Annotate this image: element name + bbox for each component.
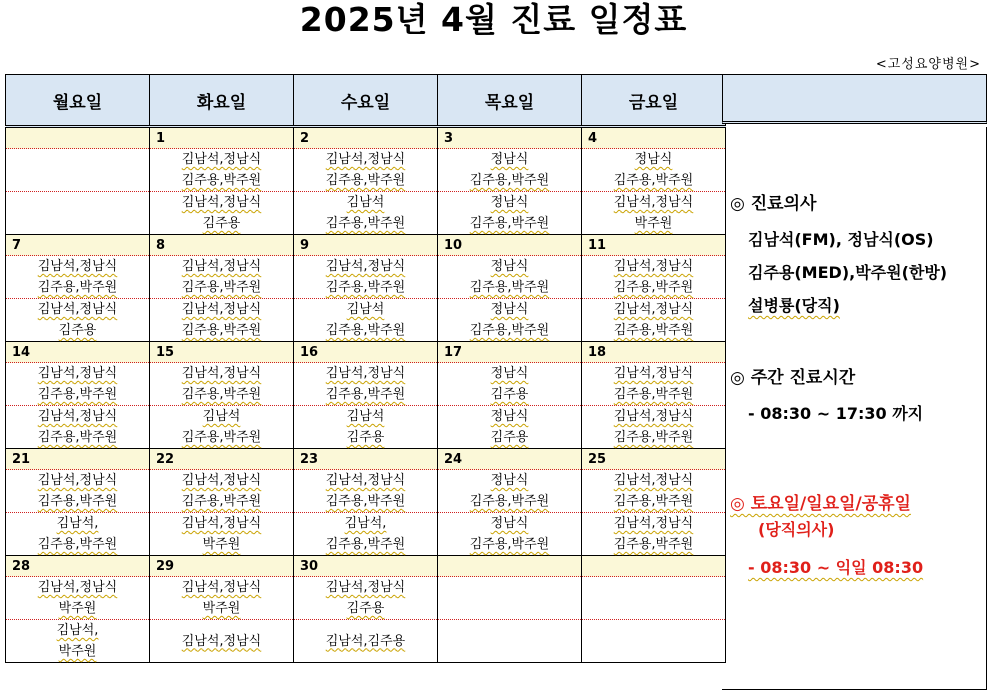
shift-cell bbox=[582, 577, 726, 620]
doctor-line: 김주용,박주원 bbox=[181, 430, 262, 445]
shift-cell bbox=[582, 192, 726, 235]
doctor-line: 김남석 bbox=[346, 409, 385, 424]
doctor-line: 김주용,박주원 bbox=[325, 494, 406, 509]
doctor-line: 김주용,박주원 bbox=[37, 430, 118, 445]
shift-cell bbox=[150, 513, 294, 556]
doctor-line: 김남석,정남식 bbox=[613, 366, 694, 381]
doctor-line: 정남식 bbox=[490, 516, 529, 531]
shift-cell bbox=[6, 470, 150, 513]
doctor-line: 김남석,정남식 bbox=[181, 195, 262, 210]
shift-cell bbox=[150, 577, 294, 620]
side-header bbox=[722, 74, 987, 124]
doctor-line: 김주용,박주원 bbox=[613, 387, 694, 402]
date-cell: 16 bbox=[294, 342, 438, 363]
doctor-names bbox=[582, 149, 725, 191]
doctor-line: 김주용,박주원 bbox=[613, 173, 694, 188]
date-cell: 4 bbox=[582, 127, 726, 149]
doctor-line: 김주용,박주원 bbox=[181, 280, 262, 295]
doctor-line: 정남식 bbox=[490, 366, 529, 381]
calendar-table bbox=[5, 74, 726, 663]
date-cell: 3 bbox=[438, 127, 582, 149]
doctor-line: 박주원 bbox=[58, 601, 97, 616]
doctor-line: 김남석,정남식 bbox=[325, 580, 406, 595]
doctor-names bbox=[582, 513, 725, 555]
doctor-line: 김남석,김주용 bbox=[325, 633, 406, 649]
doctor-line: 김주용 bbox=[346, 601, 385, 616]
doctor-line: 박주원 bbox=[202, 601, 241, 616]
doctor-names bbox=[150, 513, 293, 555]
doctor-line: 김주용,박주원 bbox=[613, 494, 694, 509]
doctor-line: 김남석,정남식 bbox=[181, 580, 262, 595]
doctor-line: 김주용,박주원 bbox=[37, 494, 118, 509]
doctor-line: 김주용,박주원 bbox=[613, 430, 694, 445]
date-cell: 22 bbox=[150, 449, 294, 470]
schedule-sheet bbox=[5, 74, 987, 690]
shift-cell bbox=[438, 192, 582, 235]
doctor-line: 김남석,정남식 bbox=[37, 302, 118, 317]
doctor-line: 김남석,정남식 bbox=[613, 195, 694, 210]
shift-row bbox=[6, 149, 726, 192]
shift-cell bbox=[582, 256, 726, 299]
shift-cell bbox=[150, 299, 294, 342]
doctor-line: 김남석, bbox=[56, 516, 99, 531]
shift-row bbox=[6, 577, 726, 620]
doctor-names bbox=[294, 577, 437, 619]
info-panel bbox=[722, 127, 987, 690]
doctor-names bbox=[150, 256, 293, 298]
shift-cell bbox=[6, 513, 150, 556]
doctor-line: 김남석,정남식 bbox=[37, 366, 118, 381]
doctor-names bbox=[438, 256, 581, 298]
doctor-names bbox=[294, 631, 437, 652]
doctor-line: 김주용,박주원 bbox=[325, 216, 406, 231]
doctor-line: 김주용 bbox=[202, 216, 241, 231]
doctor-names bbox=[294, 192, 437, 234]
doctor-names bbox=[6, 620, 149, 662]
date-cell: 23 bbox=[294, 449, 438, 470]
doctor-line: 김주용,박주원 bbox=[613, 323, 694, 338]
shift-cell bbox=[150, 406, 294, 449]
date-cell: 14 bbox=[6, 342, 150, 363]
weekday-header: 목요일 bbox=[438, 75, 582, 127]
shift-row bbox=[6, 363, 726, 406]
shift-cell bbox=[6, 192, 150, 235]
doctor-line: 김남석 bbox=[346, 195, 385, 210]
doctor-line: 정남식 bbox=[490, 152, 529, 167]
date-row bbox=[6, 556, 726, 577]
date-cell bbox=[438, 556, 582, 577]
shift-cell bbox=[438, 470, 582, 513]
shift-cell bbox=[438, 620, 582, 663]
doctor-line: 설병룡(당직) bbox=[748, 296, 840, 315]
date-row bbox=[6, 342, 726, 363]
doctor-names bbox=[150, 577, 293, 619]
doctor-line: 김주용,박주원 bbox=[37, 280, 118, 295]
doctor-names bbox=[438, 192, 581, 234]
weekday-header: 수요일 bbox=[294, 75, 438, 127]
date-cell: 21 bbox=[6, 449, 150, 470]
date-cell: 8 bbox=[150, 235, 294, 256]
doctor-line: 정남식 bbox=[490, 473, 529, 488]
doctor-line: 김주용,박주원 bbox=[469, 173, 550, 188]
doctor-line: 김남석,정남식 bbox=[181, 473, 262, 488]
shift-cell bbox=[582, 620, 726, 663]
doctor-line: 김주용,박주원 bbox=[325, 323, 406, 338]
doctor-line: 김남석,정남식 bbox=[181, 516, 262, 531]
shift-row bbox=[6, 406, 726, 449]
doctor-line: 김남석,정남식 bbox=[325, 259, 406, 274]
date-cell: 28 bbox=[6, 556, 150, 577]
date-cell: 7 bbox=[6, 235, 150, 256]
shift-row bbox=[6, 192, 726, 235]
doctor-line: 김남석, bbox=[56, 623, 99, 638]
doctor-line: 김주용,박주원 bbox=[181, 494, 262, 509]
shift-cell bbox=[6, 577, 150, 620]
doctor-line: 김주용 bbox=[58, 323, 97, 338]
doctor-line: 김주용,박주원 bbox=[37, 387, 118, 402]
shift-cell bbox=[294, 149, 438, 192]
doctor-line: 김주용,박주원 bbox=[181, 387, 262, 402]
shift-cell bbox=[294, 406, 438, 449]
shift-cell bbox=[150, 470, 294, 513]
hours-text: - 08:30 ~ 17:30 까지 bbox=[748, 404, 924, 423]
doctor-line: 박주원 bbox=[202, 537, 241, 552]
doctor-line: 김남석,정남식 bbox=[325, 366, 406, 381]
shift-row bbox=[6, 513, 726, 556]
holiday-subtitle: (당직의사) bbox=[758, 520, 835, 539]
shift-cell bbox=[294, 620, 438, 663]
doctor-line: 정남식 bbox=[490, 409, 529, 424]
shift-cell bbox=[6, 363, 150, 406]
date-row bbox=[6, 235, 726, 256]
doctor-names bbox=[438, 406, 581, 448]
doctor-line: 김주용,박주원 bbox=[469, 216, 550, 231]
doctor-names bbox=[150, 363, 293, 405]
doctor-names bbox=[150, 406, 293, 448]
hours-title: ◎ 주간 진료시간 bbox=[730, 368, 856, 388]
doctor-line: 정남식 bbox=[490, 259, 529, 274]
doctor-line: 김주용,박주원 bbox=[469, 323, 550, 338]
doctor-names bbox=[438, 299, 581, 341]
doctor-line: 김주용,박주원 bbox=[181, 173, 262, 188]
doctor-names bbox=[6, 299, 149, 341]
date-cell: 9 bbox=[294, 235, 438, 256]
doctor-line: 김주용,박주원 bbox=[325, 537, 406, 552]
doctor-names bbox=[294, 149, 437, 191]
doctor-line: 김남석,정남식 bbox=[613, 302, 694, 317]
doctor-names bbox=[294, 299, 437, 341]
doctor-names bbox=[294, 256, 437, 298]
shift-cell bbox=[582, 363, 726, 406]
doctor-names bbox=[438, 470, 581, 512]
doctor-line: 김남석,정남식 bbox=[613, 473, 694, 488]
shift-cell bbox=[294, 470, 438, 513]
doctor-names bbox=[438, 363, 581, 405]
date-cell: 1 bbox=[150, 127, 294, 149]
date-cell bbox=[6, 127, 150, 149]
doctor-line: 김남석,정남식 bbox=[613, 259, 694, 274]
doctor-line: 김남석 bbox=[202, 409, 241, 424]
doctor-names bbox=[582, 256, 725, 298]
doctor-line: 김주용,박주원 bbox=[469, 494, 550, 509]
weekday-header: 금요일 bbox=[582, 75, 726, 127]
shift-cell bbox=[582, 513, 726, 556]
doctor-line: 김주용,박주원 bbox=[469, 537, 550, 552]
shift-cell bbox=[150, 256, 294, 299]
weekday-header-row bbox=[6, 75, 726, 127]
doctor-line: 김주용,박주원 bbox=[325, 173, 406, 188]
doctor-line: 박주원 bbox=[58, 644, 97, 659]
shift-cell bbox=[582, 470, 726, 513]
shift-cell bbox=[438, 406, 582, 449]
shift-cell bbox=[6, 299, 150, 342]
shift-cell bbox=[438, 577, 582, 620]
doctor-line: 정남식 bbox=[490, 302, 529, 317]
doctor-line: 김주용,박주원 bbox=[613, 537, 694, 552]
doctor-line: 김주용,박주원 bbox=[325, 387, 406, 402]
shift-cell bbox=[294, 513, 438, 556]
doctor-names bbox=[150, 299, 293, 341]
shift-cell bbox=[582, 149, 726, 192]
date-cell: 11 bbox=[582, 235, 726, 256]
shift-cell bbox=[438, 149, 582, 192]
doctors-title: ◎ 진료의사 bbox=[730, 194, 817, 214]
date-cell: 2 bbox=[294, 127, 438, 149]
doctor-names bbox=[6, 363, 149, 405]
doctor-names bbox=[150, 149, 293, 191]
doctor-line: 김주용 bbox=[490, 430, 529, 445]
shift-cell bbox=[150, 363, 294, 406]
page-title: 2025년 4월 진료 일정표 bbox=[299, 0, 688, 39]
shift-row bbox=[6, 299, 726, 342]
doctor-line: 김남석,정남식 bbox=[181, 152, 262, 167]
date-cell: 17 bbox=[438, 342, 582, 363]
date-cell: 18 bbox=[582, 342, 726, 363]
doctor-line: 김남석,정남식 bbox=[37, 580, 118, 595]
doctor-names bbox=[582, 192, 725, 234]
doctor-line: 김남석 bbox=[346, 302, 385, 317]
shift-cell bbox=[6, 406, 150, 449]
shift-cell bbox=[6, 620, 150, 663]
doctor-names bbox=[582, 406, 725, 448]
shift-cell bbox=[438, 256, 582, 299]
hospital-name: <고성요양병원> bbox=[875, 57, 981, 72]
weekday-header: 화요일 bbox=[150, 75, 294, 127]
shift-cell bbox=[438, 513, 582, 556]
date-cell: 25 bbox=[582, 449, 726, 470]
doctor-names bbox=[582, 299, 725, 341]
doctor-line: 김남석(FM), 정남식(OS) bbox=[748, 230, 934, 249]
doctor-line: 김주용,박주원 bbox=[181, 323, 262, 338]
shift-cell bbox=[438, 363, 582, 406]
shift-row bbox=[6, 620, 726, 663]
doctor-line: 김남석,정남식 bbox=[37, 473, 118, 488]
doctor-line: 김주용,박주원 bbox=[469, 280, 550, 295]
doctor-names bbox=[294, 470, 437, 512]
holiday-title: ◎ 토요일/일요일/공휴일 bbox=[730, 494, 911, 514]
shift-row bbox=[6, 256, 726, 299]
shift-cell bbox=[150, 620, 294, 663]
doctor-names bbox=[150, 631, 293, 652]
doctor-line: 김남석,정남식 bbox=[37, 409, 118, 424]
doctor-line: 김남석,정남식 bbox=[325, 152, 406, 167]
doctor-line: 김주용,박주원 bbox=[325, 280, 406, 295]
doctor-line: 김남석,정남식 bbox=[613, 516, 694, 531]
doctor-line: 김남석, bbox=[344, 516, 387, 531]
shift-cell bbox=[6, 149, 150, 192]
doctor-names bbox=[438, 513, 581, 555]
doctor-names bbox=[150, 192, 293, 234]
doctor-line: 김남석,정남식 bbox=[613, 409, 694, 424]
doctor-names bbox=[6, 577, 149, 619]
doctor-names bbox=[294, 363, 437, 405]
shift-cell bbox=[294, 299, 438, 342]
doctor-line: 김주용,박주원 bbox=[613, 280, 694, 295]
date-cell: 15 bbox=[150, 342, 294, 363]
holiday-hours: - 08:30 ~ 익일 08:30 bbox=[748, 558, 924, 577]
doctor-line: 김남석,정남식 bbox=[37, 259, 118, 274]
date-cell: 30 bbox=[294, 556, 438, 577]
doctor-line: 김남석,정남식 bbox=[181, 302, 262, 317]
shift-cell bbox=[6, 256, 150, 299]
doctor-line: 박주원 bbox=[634, 216, 673, 231]
date-cell: 10 bbox=[438, 235, 582, 256]
shift-row bbox=[6, 470, 726, 513]
doctor-names bbox=[582, 363, 725, 405]
doctor-line: 김주용(MED),박주원(한방) bbox=[748, 263, 948, 282]
doctor-line: 김주용 bbox=[490, 387, 529, 402]
date-cell: 29 bbox=[150, 556, 294, 577]
shift-cell bbox=[294, 256, 438, 299]
doctor-line: 김남석,정남식 bbox=[325, 473, 406, 488]
doctor-line: 정남식 bbox=[490, 195, 529, 210]
shift-cell bbox=[294, 363, 438, 406]
doctor-line: 김주용 bbox=[346, 430, 385, 445]
doctor-line: 김남석,정남식 bbox=[181, 633, 262, 649]
weekday-header: 월요일 bbox=[6, 75, 150, 127]
shift-cell bbox=[582, 406, 726, 449]
date-cell bbox=[582, 556, 726, 577]
doctor-names bbox=[438, 149, 581, 191]
doctor-names bbox=[6, 470, 149, 512]
doctor-line: 정남식 bbox=[634, 152, 673, 167]
doctor-names bbox=[6, 406, 149, 448]
doctor-names bbox=[294, 406, 437, 448]
doctor-line: 김남석,정남식 bbox=[181, 366, 262, 381]
doctor-line: 김남석,정남식 bbox=[181, 259, 262, 274]
shift-cell bbox=[150, 149, 294, 192]
shift-cell bbox=[150, 192, 294, 235]
calendar-body bbox=[6, 127, 726, 663]
date-row bbox=[6, 127, 726, 149]
doctor-names bbox=[150, 470, 293, 512]
date-cell: 24 bbox=[438, 449, 582, 470]
doctor-names bbox=[6, 256, 149, 298]
shift-cell bbox=[582, 299, 726, 342]
shift-cell bbox=[294, 577, 438, 620]
doctor-names bbox=[6, 513, 149, 555]
doctor-line: 김주용,박주원 bbox=[37, 537, 118, 552]
shift-cell bbox=[294, 192, 438, 235]
doctor-names bbox=[294, 513, 437, 555]
doctor-names bbox=[582, 470, 725, 512]
date-row bbox=[6, 449, 726, 470]
shift-cell bbox=[438, 299, 582, 342]
